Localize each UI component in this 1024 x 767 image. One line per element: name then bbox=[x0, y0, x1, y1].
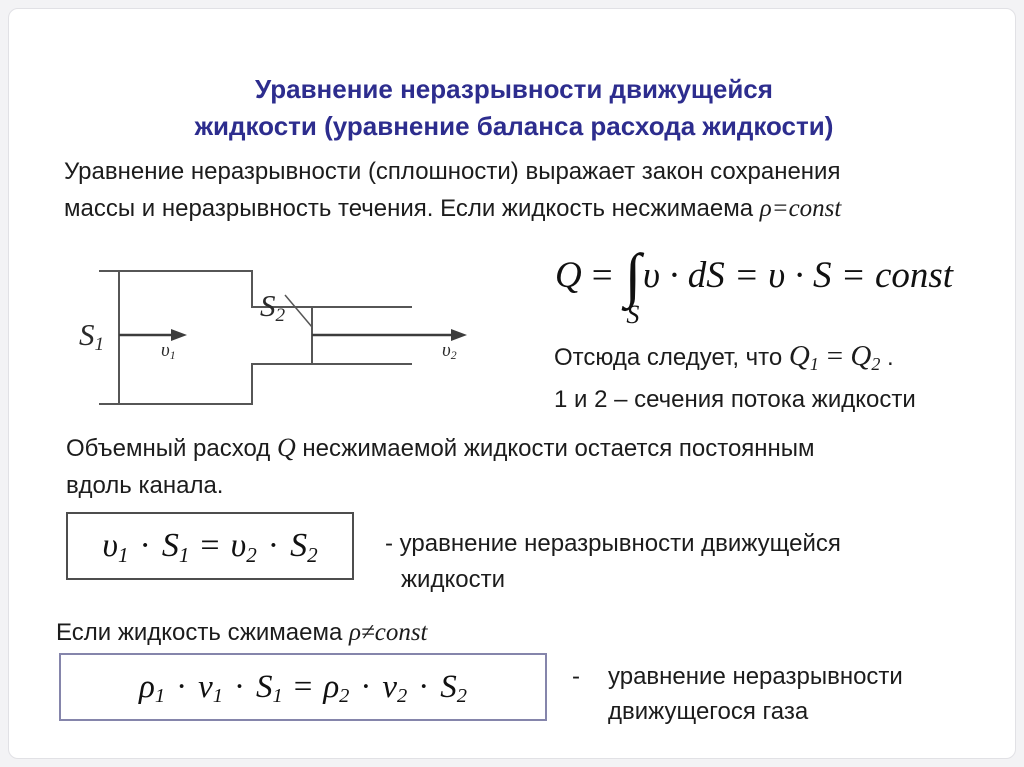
compressible-text: Если жидкость сжимаема bbox=[56, 619, 350, 646]
caption-incompressible-line1: - уравнение неразрывности движущейся bbox=[385, 530, 841, 557]
caption-compressible-text bbox=[608, 659, 903, 729]
s1-sub: 1 bbox=[94, 334, 105, 356]
q1-sub: 1 bbox=[809, 354, 819, 375]
v2-sub: 2 bbox=[450, 349, 457, 363]
consequence-text: Отсюда следует, что bbox=[554, 344, 783, 371]
caption-compressible bbox=[572, 659, 903, 729]
v2-base: υ bbox=[442, 340, 451, 361]
volume-paragraph bbox=[66, 429, 1016, 504]
intro-paragraph bbox=[64, 153, 1014, 227]
compressible-condition bbox=[56, 616, 428, 650]
caption-incompressible bbox=[385, 526, 841, 598]
q2-base: Q bbox=[850, 340, 872, 372]
compressible-formula: $\rho_1$ · $v_1$ · $S_1$ = $\rho_2$ · $v_2$ · $S_2$ bbox=[139, 668, 467, 708]
caption-compressible-dash: - bbox=[572, 663, 580, 690]
volume-q-symbol: Q bbox=[276, 433, 296, 462]
s1-base: S bbox=[79, 317, 95, 352]
sections-note: 1 и 2 – сечения потока жидкости bbox=[554, 386, 916, 413]
title-line-1: Уравнение неразрывности движущейся bbox=[255, 74, 773, 104]
integral-with-domain bbox=[624, 242, 642, 329]
caption-compressible-line2: движущегося газа bbox=[608, 698, 809, 725]
intro-line-2-text: массы и неразрывность течения. Если жидкость несжимаема bbox=[64, 195, 760, 222]
slide-title bbox=[69, 71, 959, 145]
flow-rate-formula bbox=[555, 242, 954, 329]
v1-base: υ bbox=[161, 340, 170, 361]
volume-line1-post: несжимаемой жидкости остается постоянным bbox=[295, 435, 815, 462]
consequence-period: . bbox=[887, 344, 894, 371]
rho-not-const: ρ≠const bbox=[349, 619, 428, 646]
diagram-label-v1 bbox=[161, 340, 176, 363]
intro-line-2 bbox=[64, 190, 1014, 227]
volume-line-2: вдоль канала. bbox=[66, 472, 224, 499]
integral-domain: S bbox=[626, 300, 640, 329]
pipe-diagram bbox=[79, 261, 479, 411]
formula-box-incompressible bbox=[66, 512, 354, 580]
diagram-label-s1 bbox=[79, 317, 105, 356]
slide-canvas bbox=[8, 8, 1016, 759]
s2-base: S bbox=[260, 288, 276, 323]
volume-line1-pre: Объемный расход bbox=[66, 435, 277, 462]
formula-equals: = bbox=[591, 255, 613, 296]
q2-sub: 2 bbox=[871, 354, 881, 375]
intro-line-1: Уравнение неразрывности (сплошности) выражает закон сохранения bbox=[64, 158, 841, 185]
q-equals: = bbox=[824, 340, 845, 372]
pipe-diagram-drawing bbox=[79, 261, 479, 411]
caption-incompressible-line2: жидкости bbox=[401, 566, 505, 593]
caption-compressible-line1: уравнение неразрывности bbox=[608, 663, 903, 690]
formula-rest: υ · dS = υ · S = const bbox=[643, 255, 954, 296]
s2-sub: 2 bbox=[275, 305, 286, 327]
rho-const-inline: ρ=const bbox=[759, 195, 842, 222]
q1-base: Q bbox=[788, 340, 810, 372]
integral-sign: ∫ bbox=[624, 242, 642, 308]
consequence-line bbox=[554, 339, 894, 375]
formula-q: Q bbox=[555, 255, 582, 296]
q1-term bbox=[788, 340, 881, 375]
formula-box-compressible bbox=[59, 653, 547, 721]
v1-sub: 1 bbox=[169, 349, 176, 363]
incompressible-formula: $\upsilon_1$ · $S_1$ = $\upsilon_2$ · $S_2$ bbox=[102, 527, 318, 567]
diagram-label-v2 bbox=[442, 340, 457, 363]
diagram-label-s2 bbox=[260, 288, 286, 327]
title-line-2: жидкости (уравнение баланса расхода жидкости) bbox=[194, 111, 834, 141]
volume-line-1 bbox=[66, 429, 1016, 467]
